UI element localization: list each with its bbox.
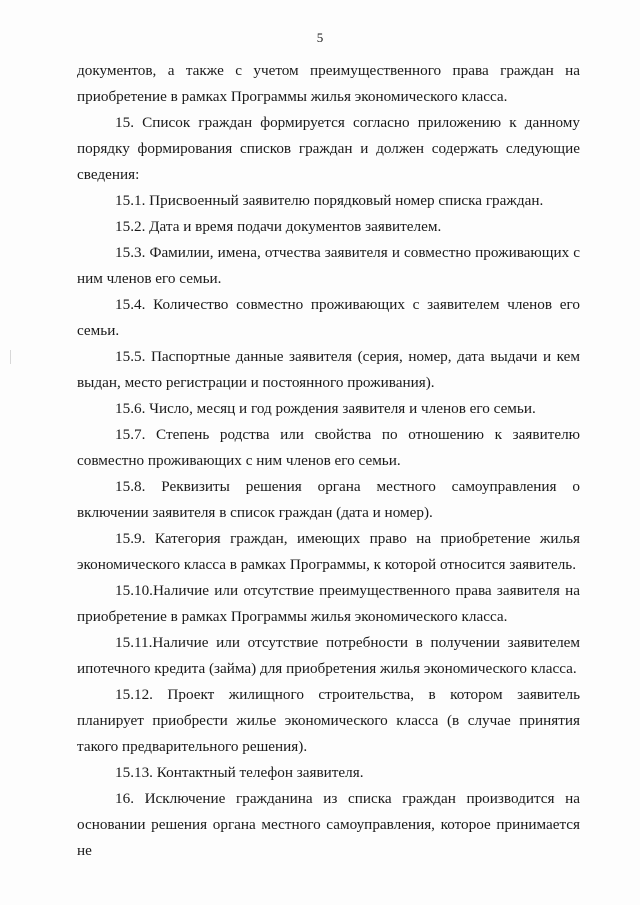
paragraph-15-11: 15.11.Наличие или отсутствие потребности в получении заявителем ипотечного кредита (займа) для приобретения жилья экономического класса. [77,634,580,677]
paragraph-15-10: 15.10.Наличие или отсутствие преимущественного права заявителя на приобретение в рамках Программы жилья экономического класса. [77,582,580,625]
paragraph-15-2: 15.2. Дата и время подачи документов заявителем. [115,218,442,235]
paragraph-15-12: 15.12. Проект жилищного строительства, в котором заявитель планирует приобрести жилье экономического класса (в случае принятия такого предварительного решения). [77,686,580,755]
paragraph-15-9: 15.9. Категория граждан, имеющих право на приобретение жилья экономического класса в рамках Программы, к которой относится заявитель. [77,530,580,573]
paragraph-16: 16. Исключение гражданина из списка граждан производится на основании решения органа местного самоуправления, которое принимается не [77,790,580,859]
paragraph-15-1: 15.1. Присвоенный заявителю порядковый номер списка граждан. [115,192,544,209]
page-number: 5 [316,30,324,45]
paragraph-15: 15. Список граждан формируется согласно приложению к данному порядку формирования списков граждан и должен содержать следующие сведения: [77,114,580,183]
paragraph-continuation: документов, а также с учетом преимущественного права граждан на приобретение в рамках Программы жилья экономического класса. [77,62,580,105]
paragraph-15-7: 15.7. Степень родства или свойства по отношению к заявителю совместно проживающих с ним членов его семьи. [77,426,580,469]
paragraph-15-8: 15.8. Реквизиты решения органа местного самоуправления о включении заявителя в список граждан (дата и номер). [77,478,580,521]
paragraph-15-3: 15.3. Фамилии, имена, отчества заявителя и совместно проживающих с ним членов его семьи. [77,244,580,287]
paragraph-15-5: 15.5. Паспортные данные заявителя (серия, номер, дата выдачи и кем выдан, место регистрации и постоянного проживания). [77,348,580,391]
paragraph-15-6: 15.6. Число, месяц и год рождения заявителя и членов его семьи. [115,400,536,417]
paragraph-15-4: 15.4. Количество совместно проживающих с заявителем членов его семьи. [77,296,580,339]
document-body [77,58,580,864]
margin-mark [10,350,11,364]
paragraph-15-13: 15.13. Контактный телефон заявителя. [115,764,364,781]
